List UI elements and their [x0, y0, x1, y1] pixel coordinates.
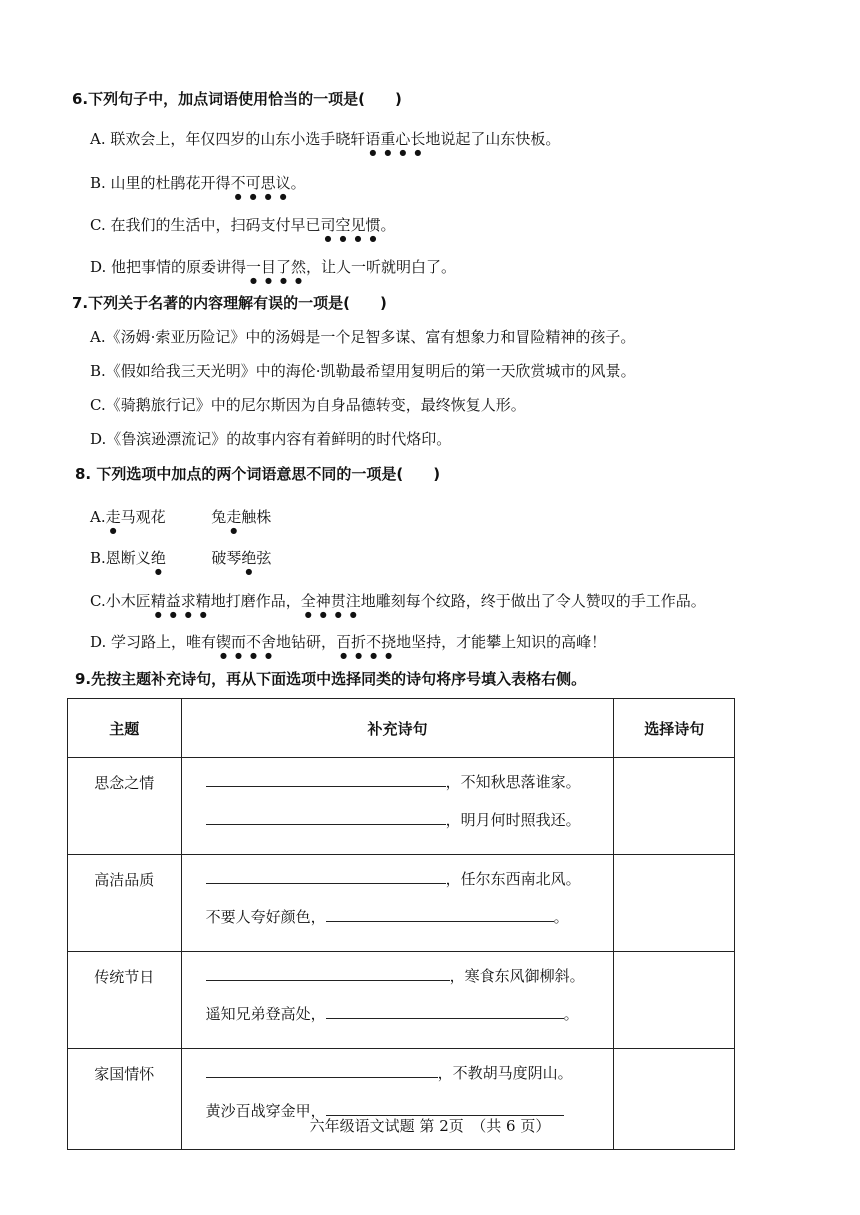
poem-text: ，不知秋思落谁家。 [445, 773, 581, 791]
q8-b-w2-pre: 破琴 [211, 549, 242, 567]
question-8-title: 8. 下列选项中加点的两个词语意思不同的一项是( ) [75, 465, 441, 483]
q8-d-dotted-2: 百折不挠 [336, 633, 397, 651]
q6-b-post: 。 [290, 174, 306, 192]
q8-d-dotted-1: 锲而不舍 [216, 633, 277, 651]
poem-line [182, 1049, 614, 1083]
q8-option-d[interactable] [90, 632, 606, 660]
poem-line [182, 758, 614, 792]
q6-b-pre: B. 山里的杜鹃花开得 [90, 174, 231, 192]
q8-a-w2-dotted: 走 [226, 508, 242, 526]
poem-line [182, 952, 614, 986]
select-answer-cell[interactable] [614, 758, 735, 855]
q8-b-w1-pre: 恩断义 [105, 549, 151, 567]
table-row [68, 855, 735, 952]
select-answer-cell[interactable] [614, 855, 735, 952]
q8-c-dotted-1: 精益求精 [150, 592, 211, 610]
poem-text: ，不教胡马度阴山。 [437, 1064, 573, 1082]
q8-c-dotted-2: 全神贯注 [300, 592, 361, 610]
q7-option-a[interactable]: A.《汤姆·索亚历险记》中的汤姆是一个足智多谋、富有想象力和冒险精神的孩子。 [90, 328, 636, 346]
table-row [68, 952, 735, 1049]
question-7-title: 7.下列关于名著的内容理解有误的一项是( ) [72, 294, 387, 312]
q6-c-post: 。 [380, 216, 396, 234]
q8-a-label: A. [90, 508, 106, 526]
poem-text: ，任尔东西南北风。 [445, 870, 581, 888]
q8-a-w2-post: 触株 [241, 508, 272, 526]
q8-d-mid: 地钻研， [276, 633, 337, 651]
fill-blank[interactable] [206, 979, 450, 981]
poem-table [67, 698, 735, 1150]
q8-a-w1-post: 马观花 [120, 508, 166, 526]
page-footer: 六年级语文试题 第 2页 （共 6 页） [309, 1117, 551, 1135]
header-poem-lines: 补充诗句 [181, 699, 614, 758]
header-select: 选择诗句 [614, 699, 735, 758]
q8-option-a[interactable] [90, 507, 271, 535]
header-theme: 主题 [68, 699, 182, 758]
q8-c-pre: C.小木匠 [90, 592, 151, 610]
q7-option-b[interactable]: B.《假如给我三天光明》中的海伦·凯勒最希望用复明后的第一天欣赏城市的风景。 [90, 362, 636, 380]
q6-c-pre: C. 在我们的生活中，扫码支付早已 [90, 216, 321, 234]
poem-line [182, 889, 614, 927]
q8-a-w2-pre: 兔 [211, 508, 227, 526]
poem-text: ，寒食东风御柳斜。 [449, 967, 585, 985]
row-theme: 思念之情 [68, 758, 182, 855]
question-6-title: 6.下列句子中，加点词语使用恰当的一项是( ) [72, 90, 402, 108]
poem-text: 黄沙百战穿金甲， [205, 1102, 326, 1120]
poem-text: ，明月何时照我还。 [445, 811, 581, 829]
q6-a-post: 地说起了山东快板。 [425, 130, 561, 148]
poem-line [182, 986, 614, 1024]
q6-option-d[interactable] [90, 257, 456, 285]
q7-option-d[interactable]: D.《鲁滨逊漂流记》的故事内容有着鲜明的时代烙印。 [90, 430, 452, 448]
fill-blank[interactable] [206, 823, 446, 825]
q8-d-post: 地坚持，才能攀上知识的高峰！ [396, 633, 607, 651]
fill-blank[interactable] [206, 785, 446, 787]
select-answer-cell[interactable] [614, 952, 735, 1049]
row-theme: 家国情怀 [68, 1049, 182, 1150]
poem-table-header [68, 699, 735, 758]
fill-blank[interactable] [206, 1076, 438, 1078]
question-9-title: 9.先按主题补充诗句，再从下面选项中选择同类的诗句将序号填入表格右侧。 [75, 670, 587, 688]
q6-b-dotted: 不可思议 [230, 174, 291, 192]
q8-b-w1-dotted: 绝 [150, 549, 166, 567]
row-lines [181, 952, 614, 1049]
row-theme: 传统节日 [68, 952, 182, 1049]
q6-c-dotted: 司空见惯 [320, 216, 381, 234]
fill-blank[interactable] [326, 920, 554, 922]
q8-c-mid: 地打磨作品， [210, 592, 301, 610]
poem-text: 。 [563, 1005, 579, 1023]
q6-option-b[interactable] [90, 173, 306, 201]
row-theme: 高洁品质 [68, 855, 182, 952]
q6-d-dotted: 一目了然 [246, 258, 307, 276]
poem-text: 遥知兄弟登高处， [205, 1005, 326, 1023]
row-lines [181, 855, 614, 952]
q8-a-w1-dotted: 走 [105, 508, 121, 526]
fill-blank[interactable] [326, 1017, 564, 1019]
poem-line [182, 792, 614, 830]
poem-text: 不要人夸好颜色， [205, 908, 326, 926]
q7-option-c[interactable]: C.《骑鹅旅行记》中的尼尔斯因为自身品德转变，最终恢复人形。 [90, 396, 526, 414]
q8-b-label: B. [90, 549, 106, 567]
q6-option-c[interactable] [90, 215, 396, 243]
q8-option-b[interactable] [90, 548, 271, 576]
q8-option-c[interactable] [90, 591, 706, 619]
q8-c-post: 地雕刻每个纹路，终于做出了令人赞叹的手工作品。 [360, 592, 706, 610]
table-row [68, 758, 735, 855]
q6-option-a[interactable] [90, 129, 560, 157]
q8-b-w2-dotted: 绝 [241, 549, 257, 567]
q8-d-pre: D. 学习路上，唯有 [90, 633, 217, 651]
q8-b-w2-post: 弦 [256, 549, 272, 567]
fill-blank[interactable] [206, 882, 446, 884]
poem-text: 。 [553, 908, 569, 926]
poem-line [182, 855, 614, 889]
q6-a-pre: A. 联欢会上，年仅四岁的山东小选手晓轩 [90, 130, 366, 148]
q6-a-dotted: 语重心长 [365, 130, 426, 148]
q6-d-post: ，让人一听就明白了。 [306, 258, 457, 276]
row-lines [181, 758, 614, 855]
q6-d-pre: D. 他把事情的原委讲得 [90, 258, 247, 276]
